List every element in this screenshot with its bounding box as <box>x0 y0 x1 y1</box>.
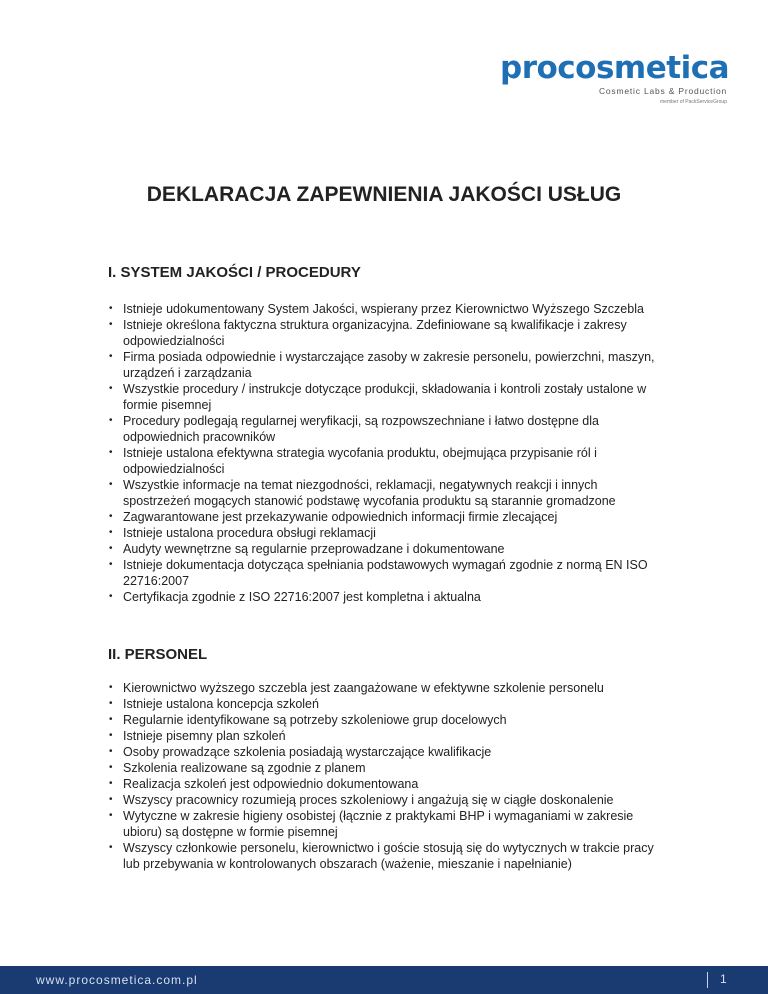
list-item: • Istnieje pisemny plan szkoleń <box>108 728 668 744</box>
list-item: • Wszyscy członkowie personelu, kierownictwo i goście stosują się do wytycznych w trakcie pracy lub przebywania w kontrolowanych obszarach (ważenie, mieszanie i napełnianie) <box>108 840 668 872</box>
document-title: DEKLARACJA ZAPEWNIENIA JAKOŚCI USŁUG <box>146 183 622 206</box>
list-item: • Procedury podlegają regularnej weryfikacji, są rozpowszechniane i łatwo dostępne dla odpowiednich pracowników <box>108 413 668 445</box>
company-logo <box>497 50 729 110</box>
list-item: • Wszyscy pracownicy rozumieją proces szkoleniowy i angażują się w ciągłe doskonalenie <box>108 792 668 808</box>
list-item: • Kierownictwo wyższego szczebla jest zaangażowane w efektywne szkolenie personelu <box>108 680 668 696</box>
quality-system-list <box>108 301 668 605</box>
list-item: • Istnieje dokumentacja dotycząca spełniania podstawowych wymagań zgodnie z normą EN ISO 22716:2007 <box>108 557 668 589</box>
list-item: • Osoby prowadzące szkolenia posiadają wystarczające kwalifikacje <box>108 744 668 760</box>
list-item: • Certyfikacja zgodnie z ISO 22716:2007 jest kompletna i aktualna <box>108 589 668 605</box>
logo-member-text: member of PackServiceGroup <box>660 99 727 105</box>
footer-website-link[interactable]: www.procosmetica.com.pl <box>36 973 198 987</box>
list-item: • Istnieje ustalona procedura obsługi reklamacji <box>108 525 668 541</box>
logo-subtitle: Cosmetic Labs & Production <box>598 86 727 96</box>
list-item: • Zagwarantowane jest przekazywanie odpowiednich informacji firmie zlecającej <box>108 509 668 525</box>
list-item: • Firma posiada odpowiednie i wystarczające zasoby w zakresie personelu, powierzchni, maszyn, urządzeń i zarządzania <box>108 349 668 381</box>
list-item: • Wszystkie procedury / instrukcje dotyczące produkcji, składowania i kontroli zostały ustalone w formie pisemnej <box>108 381 668 413</box>
list-item: • Wszystkie informacje na temat niezgodności, reklamacji, negatywnych reakcji i innych spostrzeżeń mogących stanowić podstawę wycofania produktu są starannie gromadzone <box>108 477 668 509</box>
list-item: • Istnieje określona faktyczna struktura organizacyjna. Zdefiniowane są kwalifikacje i zakresy odpowiedzialności <box>108 317 668 349</box>
list-item: • Istnieje ustalona koncepcja szkoleń <box>108 696 668 712</box>
page-number: 1 <box>720 972 727 986</box>
section-heading-quality-system: I. SYSTEM JAKOŚCI / PROCEDURY <box>108 264 361 281</box>
list-item: • Istnieje ustalona efektywna strategia wycofania produktu, obejmująca przypisanie ról i odpowiedzialności <box>108 445 668 477</box>
personnel-list <box>108 680 668 872</box>
list-item: • Realizacja szkoleń jest odpowiednio dokumentowana <box>108 776 668 792</box>
logo-wordmark: procosmetica <box>500 50 729 86</box>
list-item: • Istnieje udokumentowany System Jakości, wspierany przez Kierownictwo Wyższego Szczebla <box>108 301 668 317</box>
page-footer <box>0 966 768 994</box>
section-heading-personnel: II. PERSONEL <box>108 646 208 663</box>
footer-divider <box>707 972 708 988</box>
list-item: • Szkolenia realizowane są zgodnie z planem <box>108 760 668 776</box>
list-item: • Wytyczne w zakresie higieny osobistej (łącznie z praktykami BHP i wymaganiami w zakresie ubioru) są dostępne w formie pisemnej <box>108 808 668 840</box>
list-item: • Audyty wewnętrzne są regularnie przeprowadzane i dokumentowane <box>108 541 668 557</box>
list-item: • Regularnie identyfikowane są potrzeby szkoleniowe grup docelowych <box>108 712 668 728</box>
